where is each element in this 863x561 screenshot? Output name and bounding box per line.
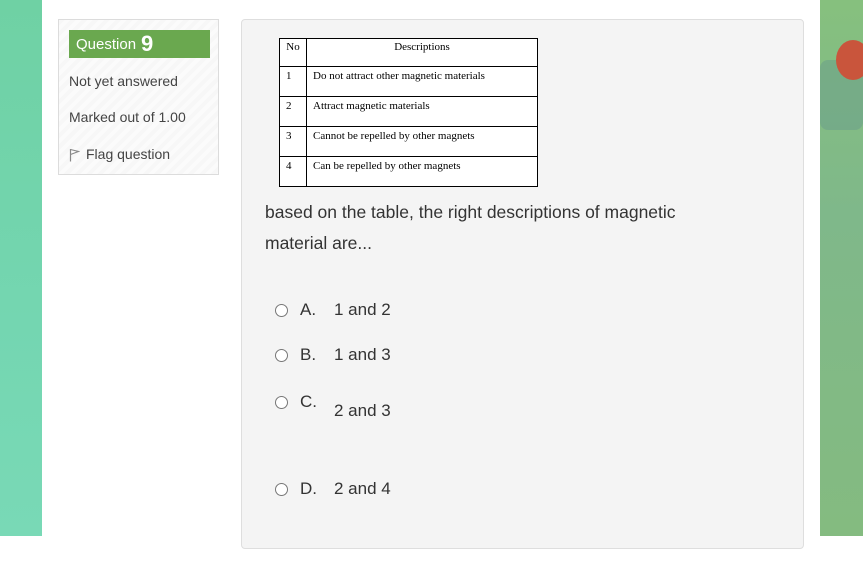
table-header-descriptions: Descriptions (307, 39, 538, 67)
descriptions-table (279, 38, 538, 187)
question-prompt: based on the table, the right descriptions of magnetic material are... (265, 202, 676, 253)
table-cell-description: Attract magnetic materials (307, 97, 538, 127)
option-letter: C. (300, 392, 317, 411)
flag-icon (69, 148, 80, 162)
table-cell-description: Can be repelled by other magnets (307, 157, 538, 187)
table-cell-no: 2 (280, 97, 307, 127)
question-info-panel (58, 19, 219, 175)
background-right (820, 0, 863, 536)
table-row (280, 97, 538, 127)
background-left (0, 0, 42, 536)
question-label: Question (76, 35, 137, 53)
option-letter: A. (300, 300, 317, 319)
table-cell-description: Cannot be repelled by other magnets (307, 127, 538, 157)
option-c-radio[interactable] (275, 396, 288, 409)
question-marks: Marked out of 1.00 (69, 109, 186, 125)
quiz-page (42, 0, 820, 536)
table-row (280, 127, 538, 157)
question-number: 9 (141, 31, 154, 56)
option-text: 1 and 2 (334, 300, 391, 319)
question-status: Not yet answered (69, 73, 178, 89)
background-decoration (836, 40, 863, 80)
table-row (280, 67, 538, 97)
option-b[interactable] (275, 345, 391, 365)
table-row (280, 157, 538, 187)
option-letter: B. (300, 345, 317, 364)
option-text: 2 and 3 (334, 401, 391, 420)
flag-question-link[interactable] (69, 145, 170, 162)
option-d[interactable] (275, 479, 391, 499)
option-c[interactable] (275, 392, 391, 421)
question-number-badge (69, 30, 210, 58)
table-cell-no: 1 (280, 67, 307, 97)
option-b-radio[interactable] (275, 349, 288, 362)
option-a-radio[interactable] (275, 304, 288, 317)
table-cell-description: Do not attract other magnetic materials (307, 67, 538, 97)
question-content (241, 19, 804, 549)
table-cell-no: 4 (280, 157, 307, 187)
option-text: 1 and 3 (334, 345, 391, 364)
table-header-row (280, 39, 538, 67)
option-letter: D. (300, 479, 317, 498)
flag-question-label: Flag question (86, 145, 171, 162)
table-header-no: No (280, 39, 307, 67)
option-d-radio[interactable] (275, 483, 288, 496)
table-cell-no: 3 (280, 127, 307, 157)
option-a[interactable] (275, 300, 391, 320)
option-text: 2 and 4 (334, 479, 391, 498)
